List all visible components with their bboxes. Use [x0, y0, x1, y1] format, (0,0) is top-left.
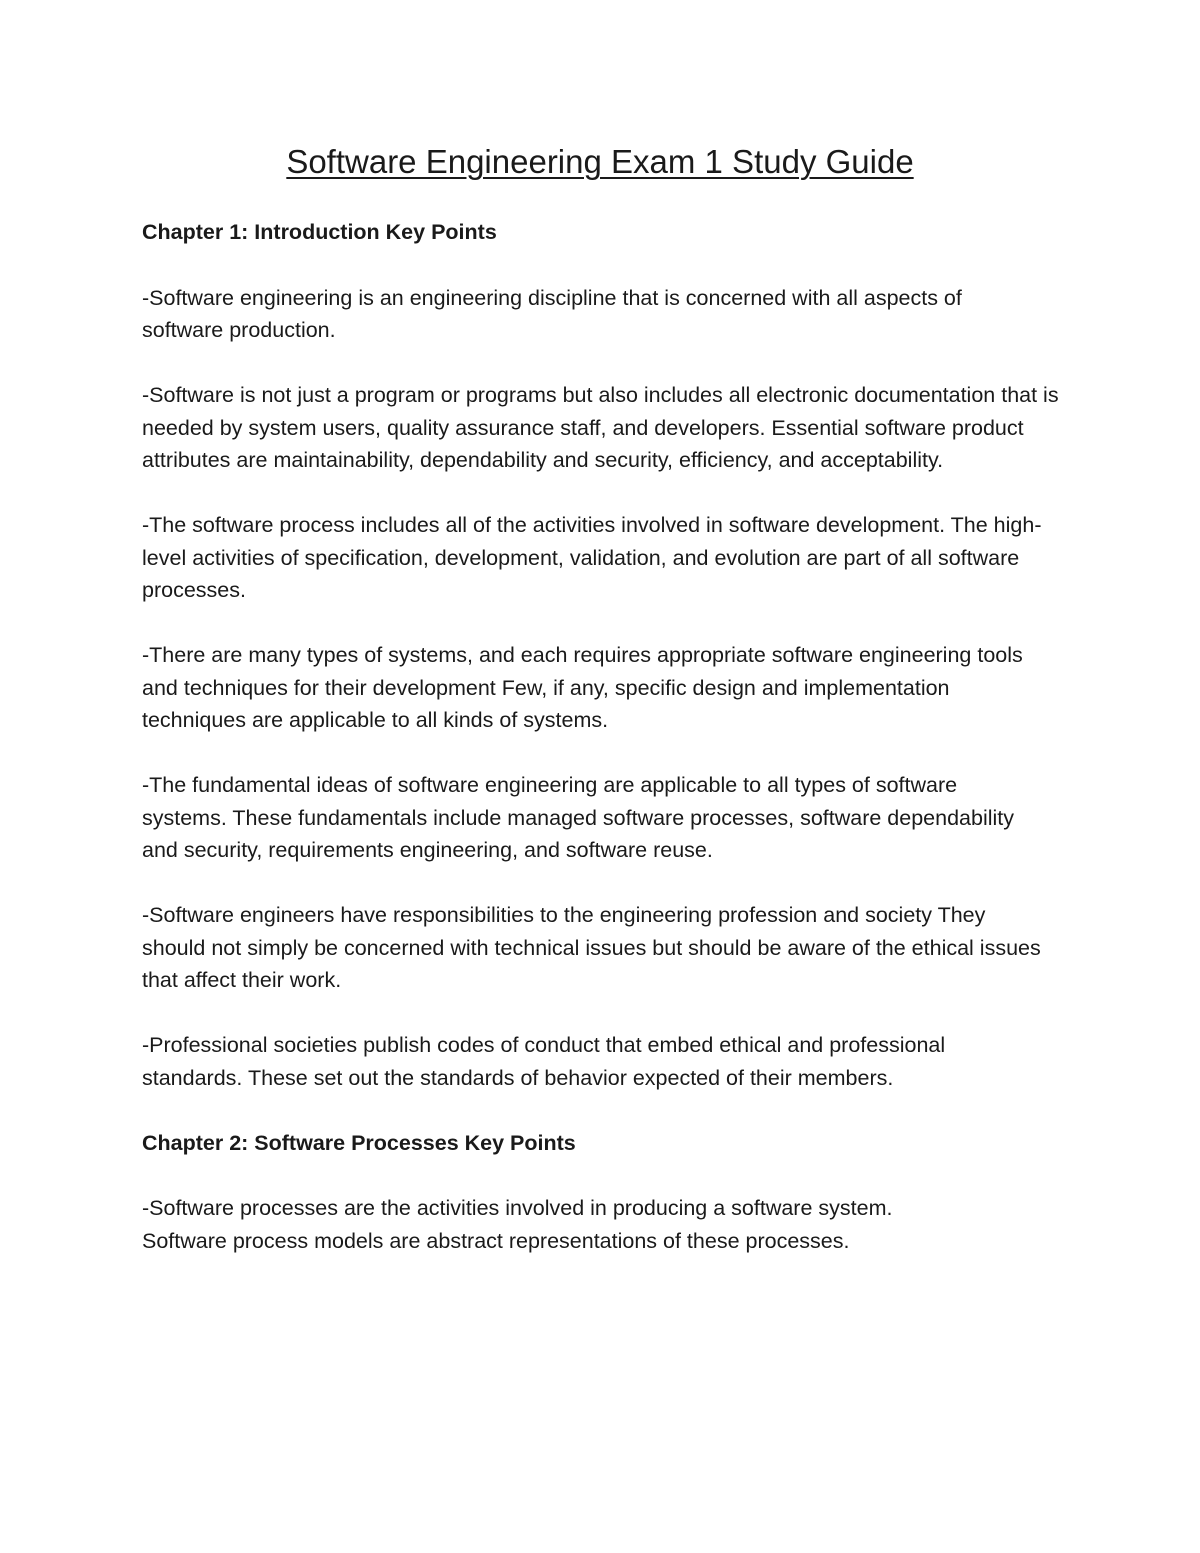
chapter-1-point-6: -Software engineers have responsibilities to the engineering profession and society They should not simply be concerned with technical issues but should be aware of the ethical issues that affect their work.	[142, 903, 1041, 992]
document-title: Software Engineering Exam 1 Study Guide	[286, 143, 914, 180]
chapter-1-point-4: -There are many types of systems, and each requires appropriate software engineering tools and techniques for their development Few, if any, specific design and implementation techniques are applicable to all kinds of systems.	[142, 643, 1023, 732]
chapter-1-heading: Chapter 1: Introduction Key Points	[142, 220, 497, 244]
chapter-1-point-3: -The software process includes all of the activities involved in software development. The high-level activities of specification, development, validation, and evolution are part of all software processes.	[142, 513, 1042, 602]
chapter-1-point-1: -Software engineering is an engineering discipline that is concerned with all aspects of software production.	[142, 285, 962, 342]
chapter-2-heading: Chapter 2: Software Processes Key Points	[142, 1130, 576, 1155]
chapter-2-point-1: -Software processes are the activities involved in producing a software system. Software process models are abstract representations of these processes.	[142, 1196, 893, 1253]
document-body	[142, 216, 1082, 1257]
chapter-1-point-5: -The fundamental ideas of software engineering are applicable to all types of software systems. These fundamentals include managed software processes, software dependability and security, requirements engineering, and software reuse.	[142, 773, 1015, 862]
chapter-1-point-2: -Software is not just a program or programs but also includes all electronic documentation that is needed by system users, quality assurance staff, and developers. Essential software product attributes are maintainability, dependability and security, efficiency, and acceptability.	[142, 383, 1059, 472]
chapter-1-point-7: -Professional societies publish codes of conduct that embed ethical and professional standards. These set out the standards of behavior expected of their members.	[142, 1033, 946, 1090]
